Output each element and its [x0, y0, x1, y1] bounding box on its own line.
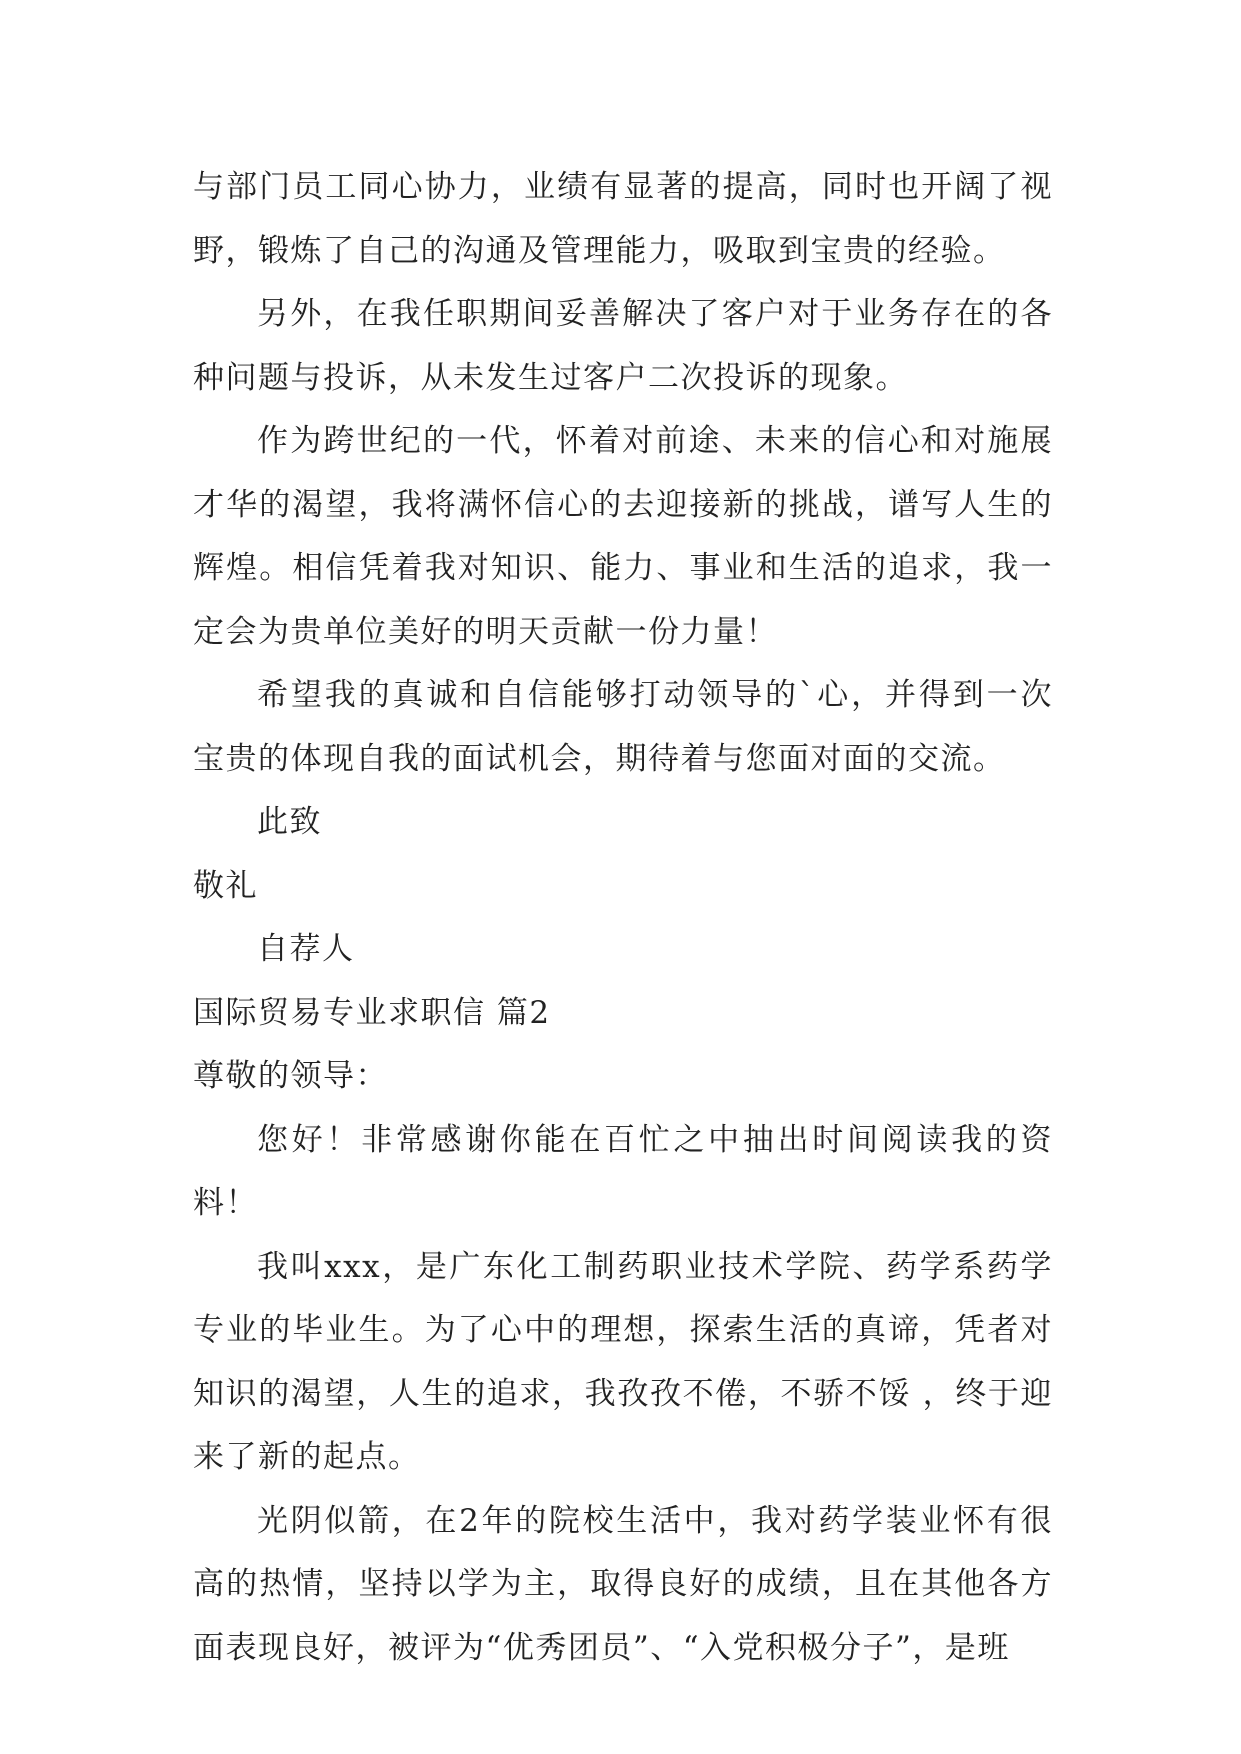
- paragraph-introduction: 我叫xxx，是广东化工制药职业技术学院、药学系药学专业的毕业生。为了心中的理想，探索生活的真谛，凭者对知识的渴望，人生的追求，我孜孜不倦，不骄不馁 ，终于迎来了新的起点。: [193, 1248, 1053, 1475]
- closing-regards: 敬礼: [193, 867, 258, 904]
- closing-salutation: 此致: [257, 804, 322, 840]
- greeting: 尊敬的领导：: [193, 1058, 388, 1094]
- paragraph-hope: 希望我的真诚和自信能够打动领导的`心，并得到一次宝贵的体现自我的面试机会，期待着与您面对面的交流。: [193, 677, 1053, 777]
- paragraph-aspiration: 作为跨世纪的一代，怀着对前途、未来的信心和对施展才华的渴望，我将满怀信心的去迎接新的挑战，谱写人生的辉煌。相信凭着我对知识、能力、事业和生活的追求，我一定会为贵单位美好的明天贡献一份力量！: [193, 423, 1053, 650]
- paragraph-thanks: 您好！非常感谢你能在百忙之中抽出时间阅读我的资料！: [193, 1121, 1053, 1221]
- section-title: 国际贸易专业求职信 篇2: [193, 994, 551, 1031]
- signature-label: 自荐人: [257, 931, 355, 967]
- paragraph-college-life: 光阴似箭，在2年的院校生活中，我对药学装业怀有很高的热情，坚持以学为主，取得良好的成绩，且在其他各方面表现良好，被评为“优秀团员”、“入党积极分子”，是班: [193, 1502, 1053, 1666]
- paragraph-work-experience: 与部门员工同心协力，业绩有显著的提高，同时也开阔了视野，锻炼了自己的沟通及管理能力，吸取到宝贵的经验。: [193, 169, 1053, 269]
- document-body: [193, 156, 1053, 1680]
- paragraph-complaints: 另外，在我任职期间妥善解决了客户对于业务存在的各种问题与投诉，从未发生过客户二次投诉的现象。: [193, 296, 1053, 396]
